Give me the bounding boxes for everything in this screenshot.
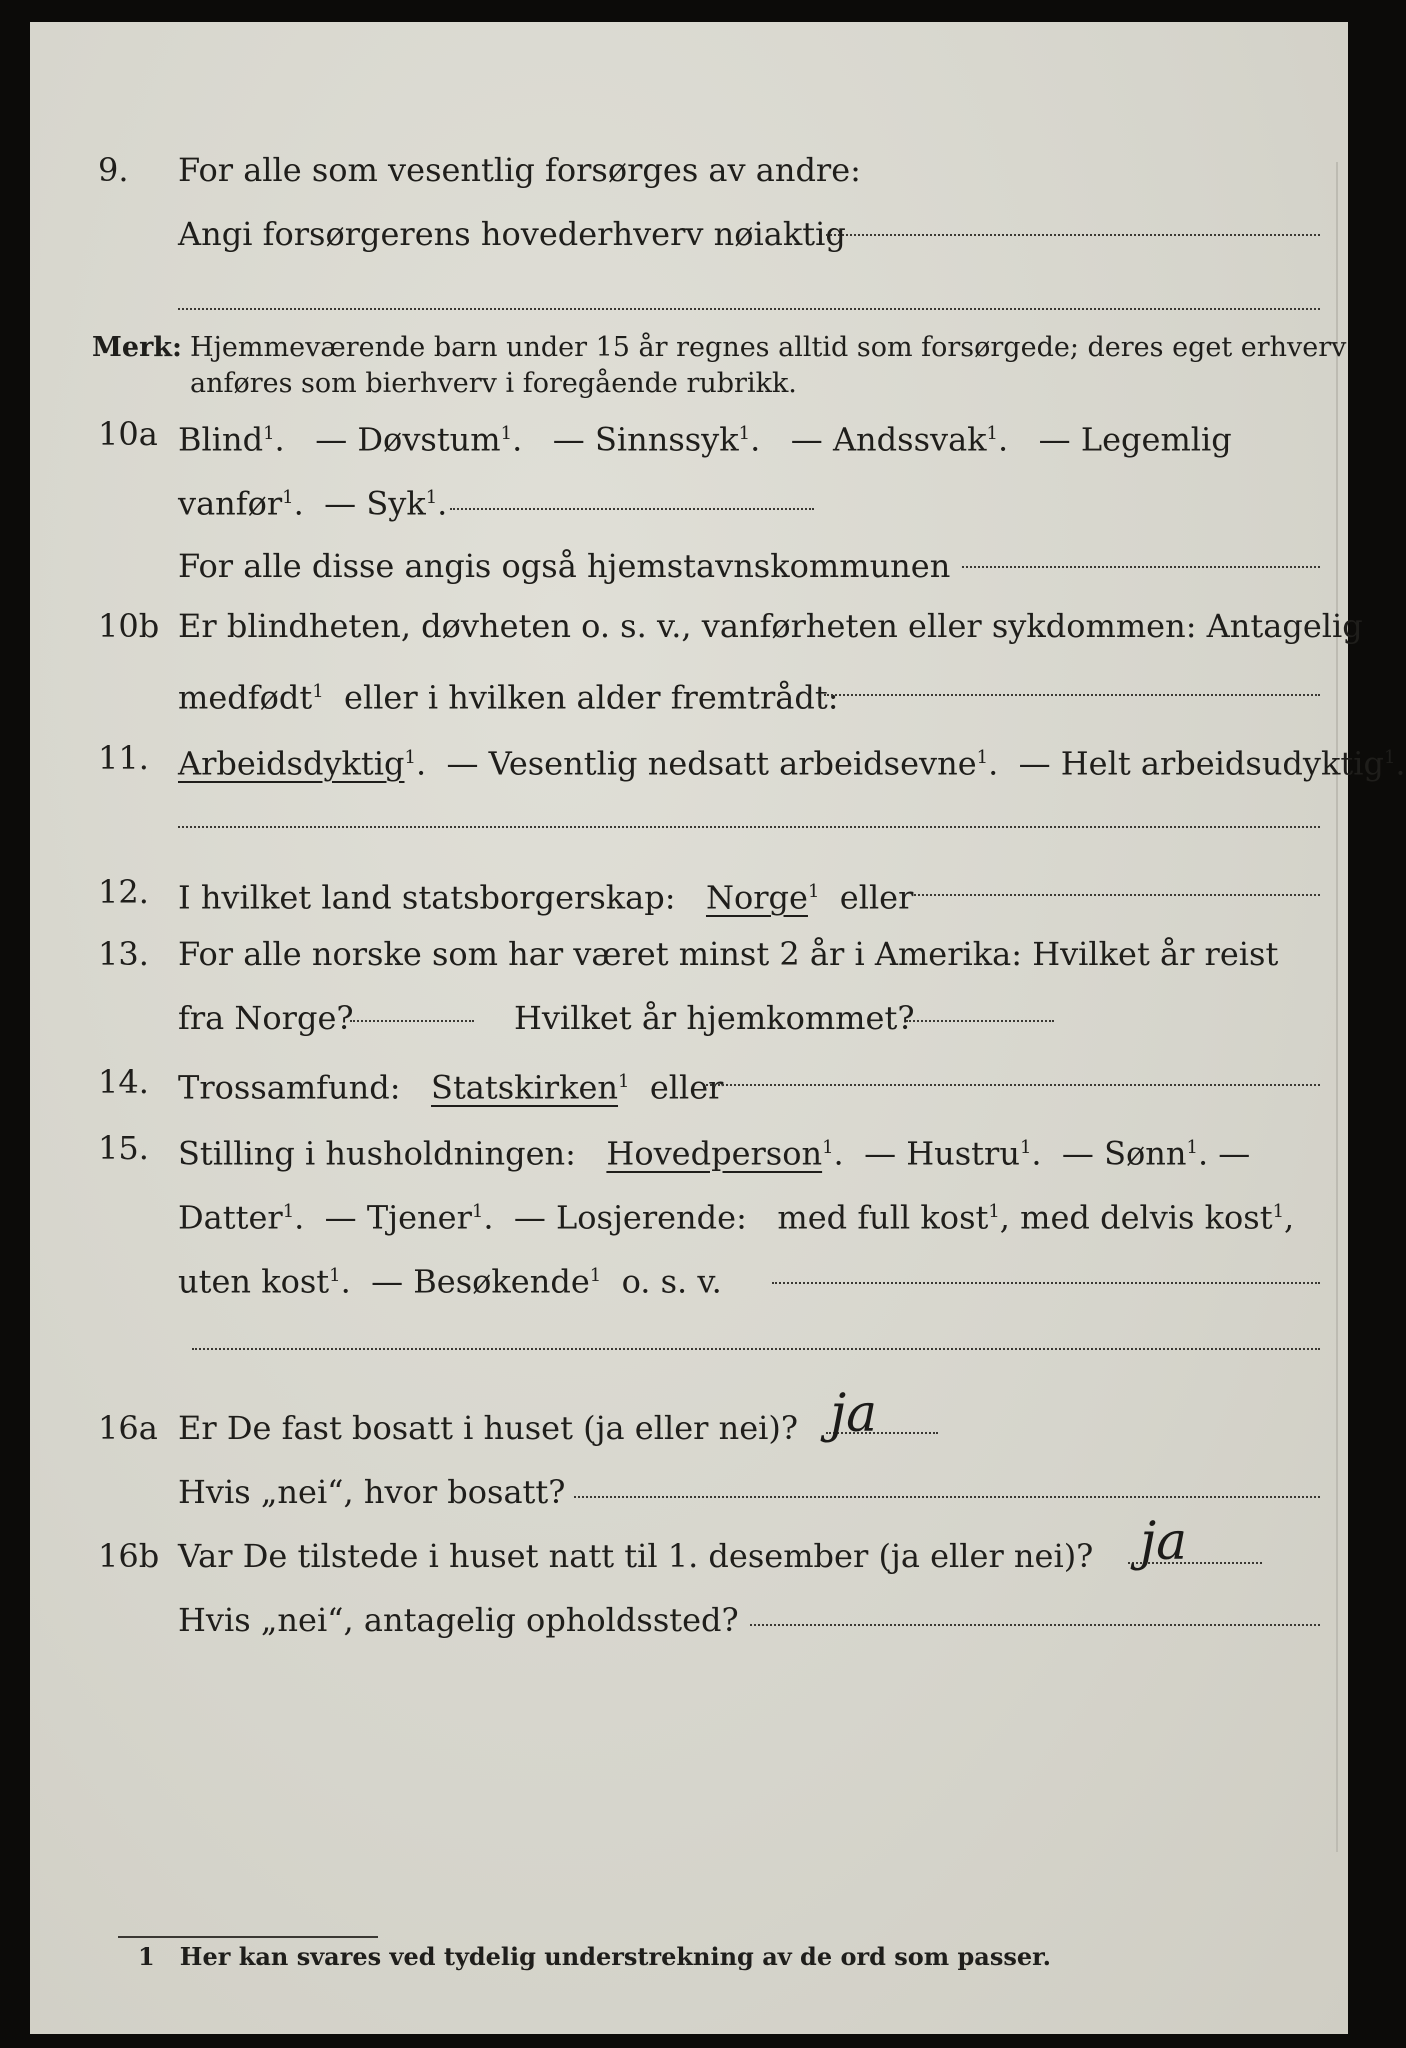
option-eller: eller xyxy=(839,878,914,917)
footnote-mark: 1 xyxy=(312,681,324,702)
question-number: 9. xyxy=(98,151,129,189)
question-number: 14. xyxy=(98,1063,149,1101)
option-vanfor: vanfør xyxy=(178,484,283,523)
option-dovstum: — Døvstum xyxy=(315,420,501,459)
question-number: 11. xyxy=(98,739,149,777)
answer-line[interactable] xyxy=(706,1084,1320,1086)
question-text: Var De tilstede i huset natt til 1. desember (ja eller nei)? xyxy=(178,1537,1094,1575)
footnote-mark: 1 xyxy=(471,1201,484,1222)
footnote-text: Her kan svares ved tydelig understrekning av de ord som passer. xyxy=(179,1942,1051,1971)
option-eller: eller xyxy=(649,1068,724,1107)
option-medfodt: medfødt xyxy=(178,678,313,717)
question-15-line-2 xyxy=(30,1190,1348,1237)
question-number: 12. xyxy=(98,873,149,911)
option-datter: Datter xyxy=(178,1198,283,1237)
option-tjener: — Tjener xyxy=(324,1198,472,1237)
question-number: 16a xyxy=(98,1409,158,1447)
question-text: Datter$^1$. — Tjener$^1$. — Losjerende: med full kost$^1$, med delvis kost$^1$, xyxy=(178,1198,1295,1237)
question-10b-line-1 xyxy=(30,604,1363,648)
answer-line[interactable] xyxy=(914,894,1320,896)
footnote-mark: 1 xyxy=(263,423,275,444)
handwritten-answer: ja xyxy=(830,1384,878,1444)
option-legemlig: — Legemlig xyxy=(1038,420,1232,459)
option-besokende: — Besøkende xyxy=(371,1262,590,1301)
question-text xyxy=(178,1060,723,1110)
question-15-line-1 xyxy=(30,1126,1348,1173)
option-delvis-kost: , med delvis kost xyxy=(999,1198,1273,1237)
question-16a-line-2 xyxy=(30,1470,1348,1514)
answer-line[interactable] xyxy=(826,234,1320,236)
answer-line[interactable] xyxy=(178,826,1320,828)
footnote-mark: 1 xyxy=(807,881,820,902)
question-text: Er blindheten, døvheten o. s. v., vanførheten eller sykdommen: Antagelig xyxy=(178,607,1363,645)
option-hustru: — Hustru xyxy=(864,1134,1020,1173)
question-text xyxy=(178,670,838,720)
question-text: Stilling i husholdningen: Hovedperson$^1$. — Hustru$^1$. — Sønn$^1$. — xyxy=(178,1134,1251,1173)
answer-line[interactable] xyxy=(750,1624,1320,1626)
question-text-rest: eller i hvilken alder fremtrådt: xyxy=(344,678,839,717)
footnote-mark: 1 xyxy=(988,1201,1000,1222)
answer-line[interactable] xyxy=(192,1348,1320,1350)
option-blind: Blind xyxy=(178,420,264,459)
answer-line[interactable] xyxy=(350,1020,474,1022)
answer-line[interactable] xyxy=(574,1496,1320,1498)
answer-line[interactable] xyxy=(178,308,1320,310)
option-full-kost: med full kost xyxy=(777,1198,989,1237)
question-text: Hvis „nei“, antagelig opholdssted? xyxy=(178,1601,739,1639)
question-label: Trossamfund: xyxy=(178,1068,401,1107)
question-9-line-1 xyxy=(30,148,1348,192)
question-text: fra Norge? xyxy=(178,999,354,1037)
question-text: Hvis „nei“, hvor bosatt? xyxy=(178,1473,566,1511)
footnote-mark: 1 xyxy=(738,423,751,444)
answer-line[interactable] xyxy=(772,1282,1320,1284)
footnote-mark: 1 xyxy=(986,423,998,444)
question-text: For alle norske som har været minst 2 år i Amerika: Hvilket år reist xyxy=(178,935,1279,973)
option-uten-kost: uten kost xyxy=(178,1262,330,1301)
question-number: 10b xyxy=(98,607,160,645)
answer-line[interactable] xyxy=(962,566,1320,568)
question-12 xyxy=(30,870,1348,917)
question-text: Angi forsørgerens hovederhverv nøiaktig xyxy=(178,215,846,253)
answer-line[interactable] xyxy=(450,508,814,510)
question-text: uten kost$^1$. — Besøkende$^1$ o. s. v. xyxy=(178,1262,722,1301)
answer-line[interactable] xyxy=(906,1020,1054,1022)
question-10b-line-2 xyxy=(30,670,1348,717)
footnote-mark: 1 xyxy=(618,1071,630,1092)
census-form-page xyxy=(30,22,1406,2034)
question-text: Er De fast bosatt i huset (ja eller nei)? xyxy=(178,1409,799,1447)
footnote xyxy=(138,1942,1051,1971)
footnote-mark: 1 xyxy=(589,1265,602,1286)
footnote-mark: 1 xyxy=(976,747,989,768)
option-losjerende: — Losjerende: xyxy=(513,1198,747,1237)
footnote-mark: 1 xyxy=(1272,1201,1285,1222)
note-text: anføres som bierhverv i foregående rubrikk. xyxy=(190,368,797,399)
option-andssvak: — Andssvak xyxy=(790,420,987,459)
question-text: For alle som vesentlig forsørges av andre: xyxy=(178,151,861,189)
option-statskirken-underlined: Statskirken xyxy=(431,1068,619,1107)
note-text: Hjemmeværende barn under 15 år regnes alltid som forsørgede; deres eget erhverv xyxy=(190,332,1347,363)
question-number: 13. xyxy=(98,935,149,973)
footnote-mark: 1 xyxy=(282,1201,295,1222)
question-13-line-1 xyxy=(30,932,1348,976)
question-number: 10a xyxy=(98,415,158,453)
option-syk: — Syk xyxy=(324,484,426,523)
footnote-rule xyxy=(118,1936,378,1938)
option-sonn: — Sønn xyxy=(1061,1134,1187,1173)
option-arbeidsdyktig-underlined: Arbeidsdyktig xyxy=(178,744,405,783)
question-text: Hvilket år hjemkommet? xyxy=(514,999,915,1037)
question-text: For alle disse angis også hjemstavnskommunen xyxy=(178,547,951,585)
question-16a-line-1 xyxy=(30,1406,1348,1450)
option-norge-underlined: Norge xyxy=(705,878,808,917)
question-16b-line-2 xyxy=(30,1598,1348,1642)
question-text xyxy=(178,870,913,920)
comma: , xyxy=(1284,1198,1295,1237)
footnote-mark: 1 xyxy=(282,487,294,508)
footnote-mark: 1 xyxy=(1019,1137,1032,1158)
option-osv: o. s. v. xyxy=(621,1262,722,1301)
question-label: I hvilket land statsborgerskap: xyxy=(178,878,676,917)
note-label: Merk: xyxy=(92,332,182,363)
footnote-mark: 1 xyxy=(822,1137,834,1158)
question-label: Stilling i husholdningen: xyxy=(178,1134,576,1173)
footnote-mark: 1 xyxy=(1186,1137,1198,1158)
footnote-mark: 1 xyxy=(1383,747,1396,768)
question-text: vanfør$^1$. — Syk$^1$. xyxy=(178,484,448,523)
question-number: 16b xyxy=(98,1537,160,1575)
option-vesentlig: — Vesentlig nedsatt arbeidsevne xyxy=(446,744,977,783)
note-line-2 xyxy=(30,366,1348,410)
option-sinnssyk: — Sinnssyk xyxy=(552,420,739,459)
question-text: Arbeidsdyktig$^1$. — Vesentlig nedsatt arbeidsevne$^1$. — Helt arbeidsudyktig$^1$. xyxy=(178,744,1406,783)
footnote-mark: 1 xyxy=(329,1265,341,1286)
question-text: Blind$^1$. — Døvstum$^1$. — Sinnssyk$^1$. — Andssvak$^1$. — Legemlig xyxy=(178,420,1232,459)
footnote-mark: 1 xyxy=(138,1942,155,1971)
footnote-mark: 1 xyxy=(404,747,416,768)
question-10a-line-1 xyxy=(30,412,1348,459)
question-14 xyxy=(30,1060,1348,1107)
option-helt: — Helt arbeidsudyktig xyxy=(1018,744,1384,783)
footnote-mark: 1 xyxy=(425,487,438,508)
option-hovedperson-underlined: Hovedperson xyxy=(606,1134,823,1173)
handwritten-answer: ja xyxy=(1140,1512,1188,1572)
footnote-mark: 1 xyxy=(500,423,513,444)
question-10a-line-2 xyxy=(30,476,1348,523)
question-number: 15. xyxy=(98,1129,149,1167)
question-15-line-3 xyxy=(30,1254,1348,1301)
question-11 xyxy=(30,736,1406,783)
dash: — xyxy=(1218,1134,1251,1173)
question-13-line-2 xyxy=(30,996,1348,1040)
answer-line[interactable] xyxy=(824,694,1320,696)
